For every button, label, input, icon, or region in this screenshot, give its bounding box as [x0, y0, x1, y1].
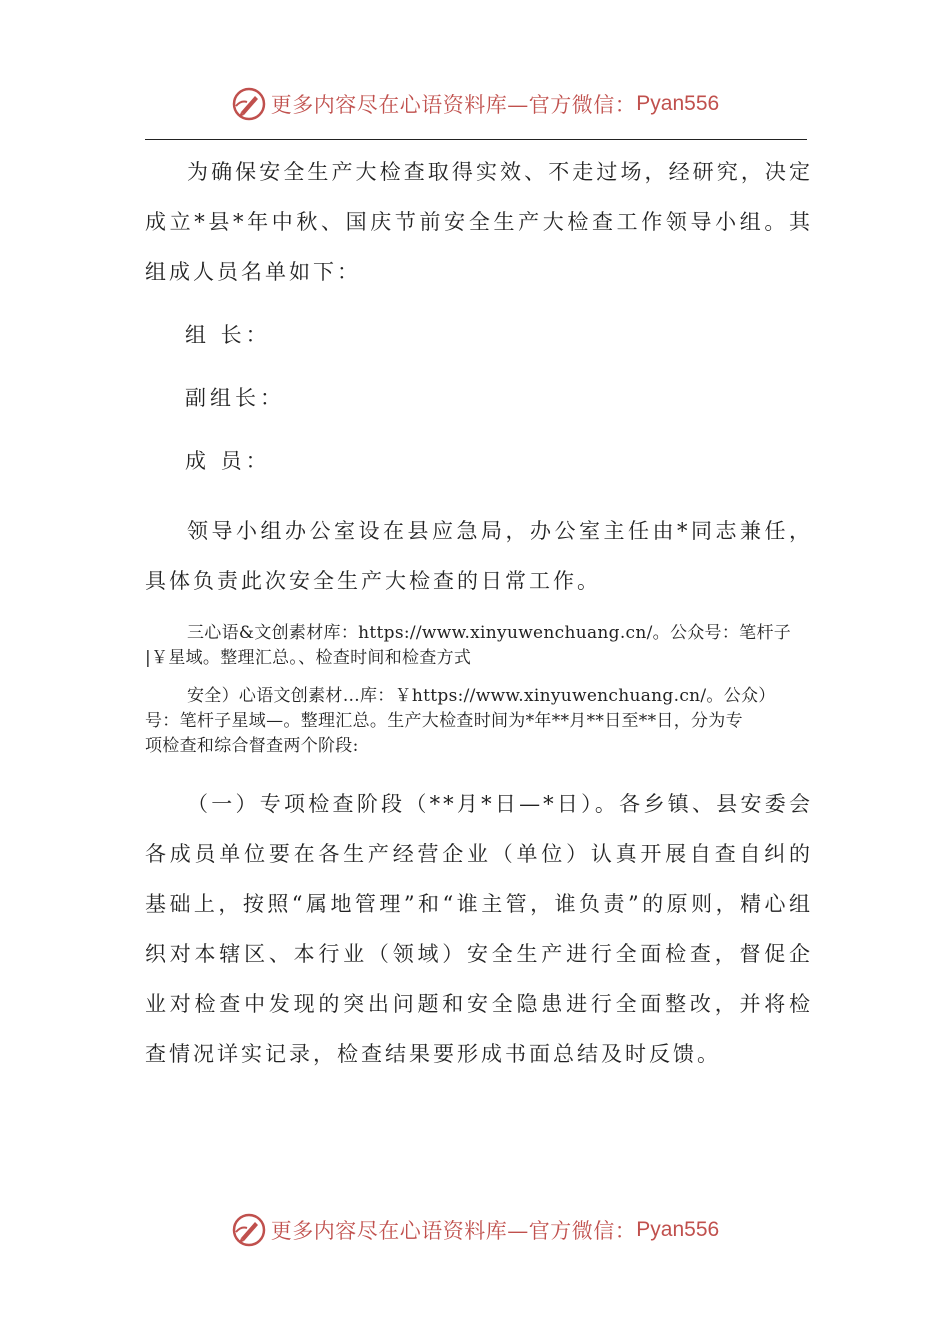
header-wechat-id: Pyan556 [636, 92, 720, 115]
field-leader: 组 长： [185, 323, 271, 347]
small-text-block-1 [145, 621, 813, 671]
paragraph-intro: 为确保安全生产大检查取得实效、不走过场，经研究，决定成立*县*年中秋、国庆节前安全生产大检查工作领导小组。其组成人员名单如下： [145, 160, 813, 284]
pen-logo-icon [231, 1212, 267, 1248]
document-body [145, 147, 813, 1079]
small-text-block-2 [145, 684, 813, 759]
footer-banner-text: 更多内容尽在心语资料库—官方微信： [270, 1219, 637, 1243]
field-deputy-leader: 副组长： [185, 386, 285, 410]
footer-banner [0, 1208, 950, 1252]
small-text-line: 号：笔杆子星域—。整理汇总。生产大检查时间为*年**月**日至**日，分为专 [145, 711, 743, 731]
footer-wechat-id: Pyan556 [636, 1218, 720, 1241]
header-banner [0, 82, 950, 126]
field-members: 成 员： [185, 449, 271, 473]
small-text-line: 三心语&文创素材库：https://www.xinyuwenchuang.cn/。公众号：笔杆子 [187, 623, 792, 643]
paragraph-special-inspection: （一）专项检查阶段（**月*日—*日）。各乡镇、县安委会各成员单位要在各生产经营企业（单位）认真开展自查自纠的基础上，按照“属地管理”和“谁主管，谁负责”的原则，精心组织对本辖区、本行业（领域）安全生产进行全面检查，督促企业对检查中发现的突出问题和安全隐患进行全面整改，并将检查情况详实记录，检查结果要形成书面总结及时反馈。 [145, 792, 813, 1066]
small-text-line: 项检查和综合督查两个阶段: [145, 736, 359, 756]
paragraph-office: 领导小组办公室设在县应急局，办公室主任由*同志兼任，具体负责此次安全生产大检查的日常工作。 [145, 519, 813, 593]
header-banner-text: 更多内容尽在心语资料库—官方微信： [270, 93, 637, 117]
header-divider [145, 139, 807, 140]
pen-logo-icon [231, 86, 267, 122]
small-text-line: 安全）心语文创素材…库：￥https://www.xinyuwenchuang.cn/。公众） [187, 686, 776, 706]
small-text-line: |￥星域。整理汇总。、检查时间和检查方式 [145, 648, 472, 668]
